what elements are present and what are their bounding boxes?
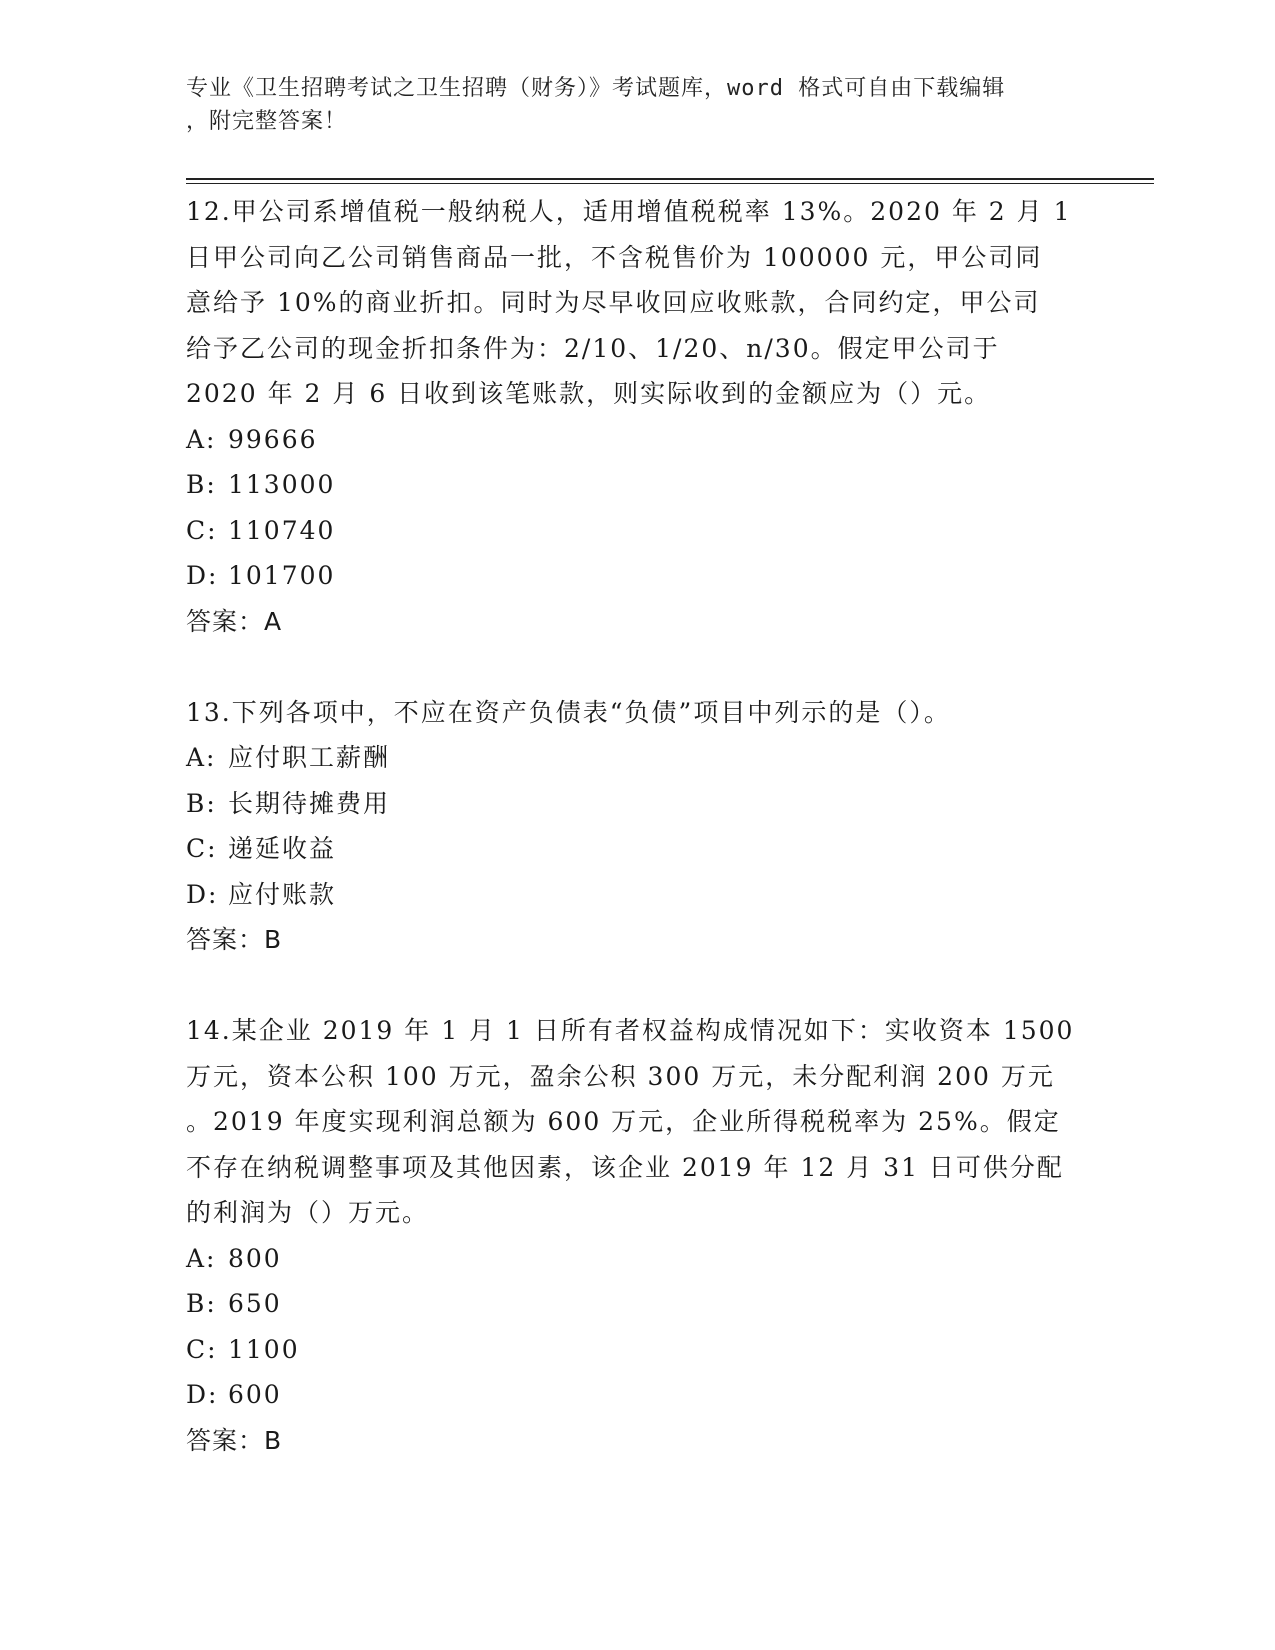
- option-key: D:: [186, 879, 219, 909]
- option-text: 应付职工薪酬: [228, 743, 391, 772]
- option-b: [186, 1281, 1086, 1327]
- stem-line: 日甲公司向乙公司销售商品一批，不含税售价为 100000 元，甲公司同: [186, 242, 1043, 272]
- option-c: [186, 1327, 1086, 1373]
- option-key: B:: [186, 470, 217, 499]
- option-b: [186, 781, 1086, 827]
- question-stem: [186, 1008, 1086, 1236]
- stem-line: 给予乙公司的现金折扣条件为：2/10、1/20、n/30。假定甲公司于: [186, 333, 1000, 363]
- question-list: [186, 189, 1086, 1509]
- option-d: [186, 1372, 1086, 1418]
- option-key: D:: [186, 561, 219, 590]
- option-key: A:: [186, 1243, 217, 1273]
- option-text: 101700: [228, 561, 336, 590]
- stem-line: 14.某企业 2019 年 1 月 1 日所有者权益构成情况如下：实收资本 1500: [186, 1016, 1075, 1045]
- question-13: [186, 690, 1086, 963]
- header-line-2: ，附完整答案！: [186, 109, 348, 134]
- answer-label: 答案：B: [186, 925, 283, 954]
- stem-line: 意给予 10%的商业折扣。同时为尽早收回应收账款，合同约定，甲公司: [186, 288, 1041, 317]
- option-d: [186, 872, 1086, 918]
- option-a: [186, 417, 1086, 463]
- stem-line: 13.下列各项中，不应在资产负债表“负债”项目中列示的是（）。: [186, 697, 951, 727]
- stem-line: 不存在纳税调整事项及其他因素，该企业 2019 年 12 月 31 日可供分配: [186, 1152, 1064, 1182]
- stem-line: 2020 年 2 月 6 日收到该笔账款，则实际收到的金额应为（）元。: [186, 379, 992, 408]
- option-text: 650: [228, 1289, 282, 1318]
- option-d: [186, 553, 1086, 599]
- option-c: [186, 508, 1086, 554]
- answer-label: 答案：B: [186, 1425, 283, 1455]
- option-text: 113000: [228, 470, 336, 499]
- stem-line: 12.甲公司系增值税一般纳税人，适用增值税税率 13%。2020 年 2 月 1: [186, 197, 1072, 226]
- option-key: A:: [186, 424, 217, 454]
- option-text: 99666: [228, 424, 318, 454]
- option-key: B:: [186, 1289, 217, 1318]
- option-text: 600: [228, 1380, 282, 1409]
- option-b: [186, 462, 1086, 508]
- document-header: [186, 72, 1066, 138]
- answer-label: 答案：A: [186, 606, 283, 636]
- question-14: [186, 1008, 1086, 1463]
- stem-line: 。2019 年度实现利润总额为 600 万元，企业所得税税率为 25%。假定: [186, 1107, 1061, 1136]
- option-text: 110740: [228, 515, 336, 545]
- stem-line: 的利润为（）万元。: [186, 1198, 430, 1227]
- option-text: 长期待摊费用: [228, 788, 391, 818]
- option-a: [186, 735, 1086, 781]
- option-key: B:: [186, 788, 217, 818]
- header-divider-thin: [186, 183, 1154, 184]
- option-c: [186, 826, 1086, 872]
- option-key: A:: [186, 743, 217, 772]
- option-text: 800: [228, 1243, 282, 1273]
- option-key: C:: [186, 515, 218, 545]
- stem-line: 万元，资本公积 100 万元，盈余公积 300 万元，未分配利润 200 万元: [186, 1061, 1055, 1091]
- option-key: C:: [186, 834, 218, 863]
- option-key: C:: [186, 1334, 218, 1364]
- option-text: 应付账款: [228, 879, 337, 909]
- option-a: [186, 1236, 1086, 1282]
- header-line-1: 专业《卫生招聘考试之卫生招聘（财务）》考试题库，word 格式可自由下载编辑: [186, 76, 1006, 101]
- question-stem: [186, 690, 1086, 736]
- question-stem: [186, 189, 1086, 417]
- option-key: D:: [186, 1380, 219, 1409]
- question-12: [186, 189, 1086, 644]
- option-text: 递延收益: [228, 834, 337, 863]
- option-text: 1100: [228, 1334, 300, 1364]
- header-divider-thick: [186, 178, 1154, 180]
